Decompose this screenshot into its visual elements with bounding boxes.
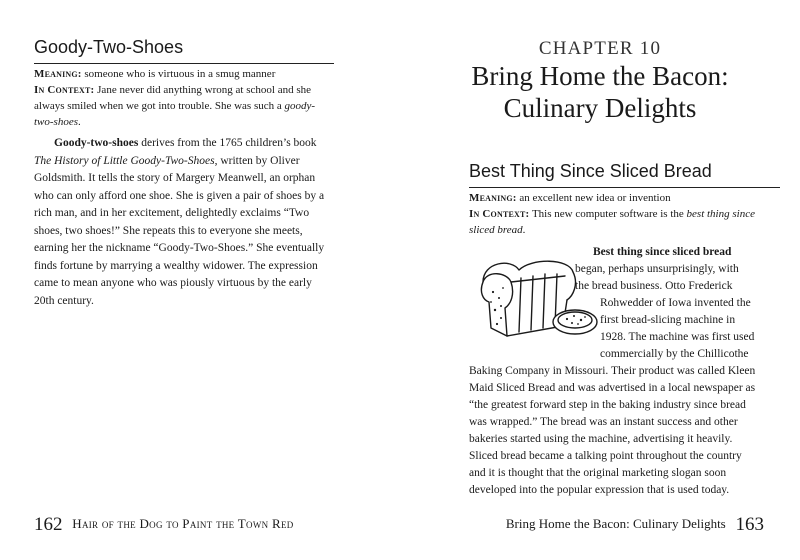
body-bold-term bbox=[593, 244, 731, 262]
entry-title-sliced-bread: Best Thing Since Sliced Bread bbox=[469, 161, 780, 188]
context-line bbox=[469, 206, 780, 238]
body-line: first bread-slicing machine in bbox=[600, 314, 736, 326]
meaning-block bbox=[34, 66, 334, 130]
context-end: . bbox=[522, 224, 526, 236]
body-line: commercially by the Chillicothe bbox=[600, 348, 749, 360]
body-text-2: , written by Oliver Goldsmith. It tells the story of Margery Meanwell, an orphan who can only afford one shoe. She is given a pair of shoes by a rich man, and in her excitement, delightedly exclaims “Two shoes, two shoes!” She repeats this to everyone she meets, earning her the nickname “Goody-Two-Shoes.” She eventually finds fortune by marrying a wealthy widower. The expression came to mean anyone who was piously virtuous by the early 20th century. bbox=[34, 154, 325, 307]
body-line: developed into the popular expression that is used today. bbox=[469, 484, 730, 496]
context-text: Jane never did anything wrong at school and she always smiled when we got into trouble. She was such a bbox=[34, 84, 311, 112]
book-title: The History of Little Goody-Two-Shoes bbox=[34, 154, 215, 167]
meaning-line bbox=[34, 66, 334, 82]
context-label: In Context: bbox=[469, 208, 530, 220]
body-line: Rohwedder of Iowa invented the bbox=[600, 297, 751, 309]
body-line: bakeries started using the machine, advertising it heavily. bbox=[469, 433, 733, 445]
context-italic: goody-two-shoes bbox=[34, 100, 316, 128]
meaning-line bbox=[469, 190, 780, 206]
running-head: Hair of the Dog to Paint the Town Red bbox=[72, 516, 294, 531]
body-line: was wrapped.” The bread was an instant success and other bbox=[469, 416, 738, 428]
context-text: This new computer software is the bbox=[529, 208, 687, 220]
right-footer bbox=[506, 514, 764, 536]
body-text-1: derives from the 1765 children’s book bbox=[138, 137, 317, 149]
meaning-text: someone who is virtuous in a smug manner bbox=[81, 68, 276, 80]
body-line: Baking Company in Missouri. Their product was called Kleen bbox=[469, 365, 756, 377]
chapter-title-line-1: Bring Home the Bacon: bbox=[471, 61, 729, 91]
body-bold-text: Best thing since sliced bread bbox=[593, 246, 732, 258]
body-line: and it is thought that the original marketing slogan soon bbox=[469, 467, 727, 479]
meaning-block bbox=[469, 190, 780, 238]
chapter-title-line-2: Culinary Delights bbox=[503, 93, 697, 123]
body-line: the bread business. Otto Frederick bbox=[575, 280, 733, 292]
left-footer bbox=[34, 514, 294, 536]
context-end: . bbox=[78, 116, 81, 128]
body-paragraph bbox=[34, 135, 334, 310]
body-line: “the greatest forward step in the baking industry since bread bbox=[469, 399, 746, 411]
meaning-label: Meaning: bbox=[469, 192, 517, 204]
page-number: 162 bbox=[34, 514, 63, 535]
body-line: Sliced bread became a talking point throughout the country bbox=[469, 450, 742, 462]
meaning-label: Meaning: bbox=[34, 68, 82, 80]
body-line: began, perhaps unsurprisingly, with bbox=[575, 263, 739, 275]
context-label: In Context: bbox=[34, 84, 95, 96]
chapter-label: CHAPTER 10 bbox=[538, 38, 662, 59]
page-number: 163 bbox=[735, 514, 764, 535]
body-line: Maid Sliced Bread and was advertised in a local newspaper as bbox=[469, 382, 756, 394]
entry-title-goody-two-shoes: Goody-Two-Shoes bbox=[34, 37, 334, 64]
body-bold-term: Goody-two-shoes bbox=[54, 137, 139, 149]
running-head: Bring Home the Bacon: Culinary Delights bbox=[505, 516, 726, 531]
context-italic: best thing since sliced bread bbox=[469, 208, 755, 236]
body-line: 1928. The machine was first used bbox=[600, 331, 755, 343]
meaning-text: an excellent new idea or invention bbox=[516, 192, 671, 204]
context-line bbox=[34, 82, 334, 130]
